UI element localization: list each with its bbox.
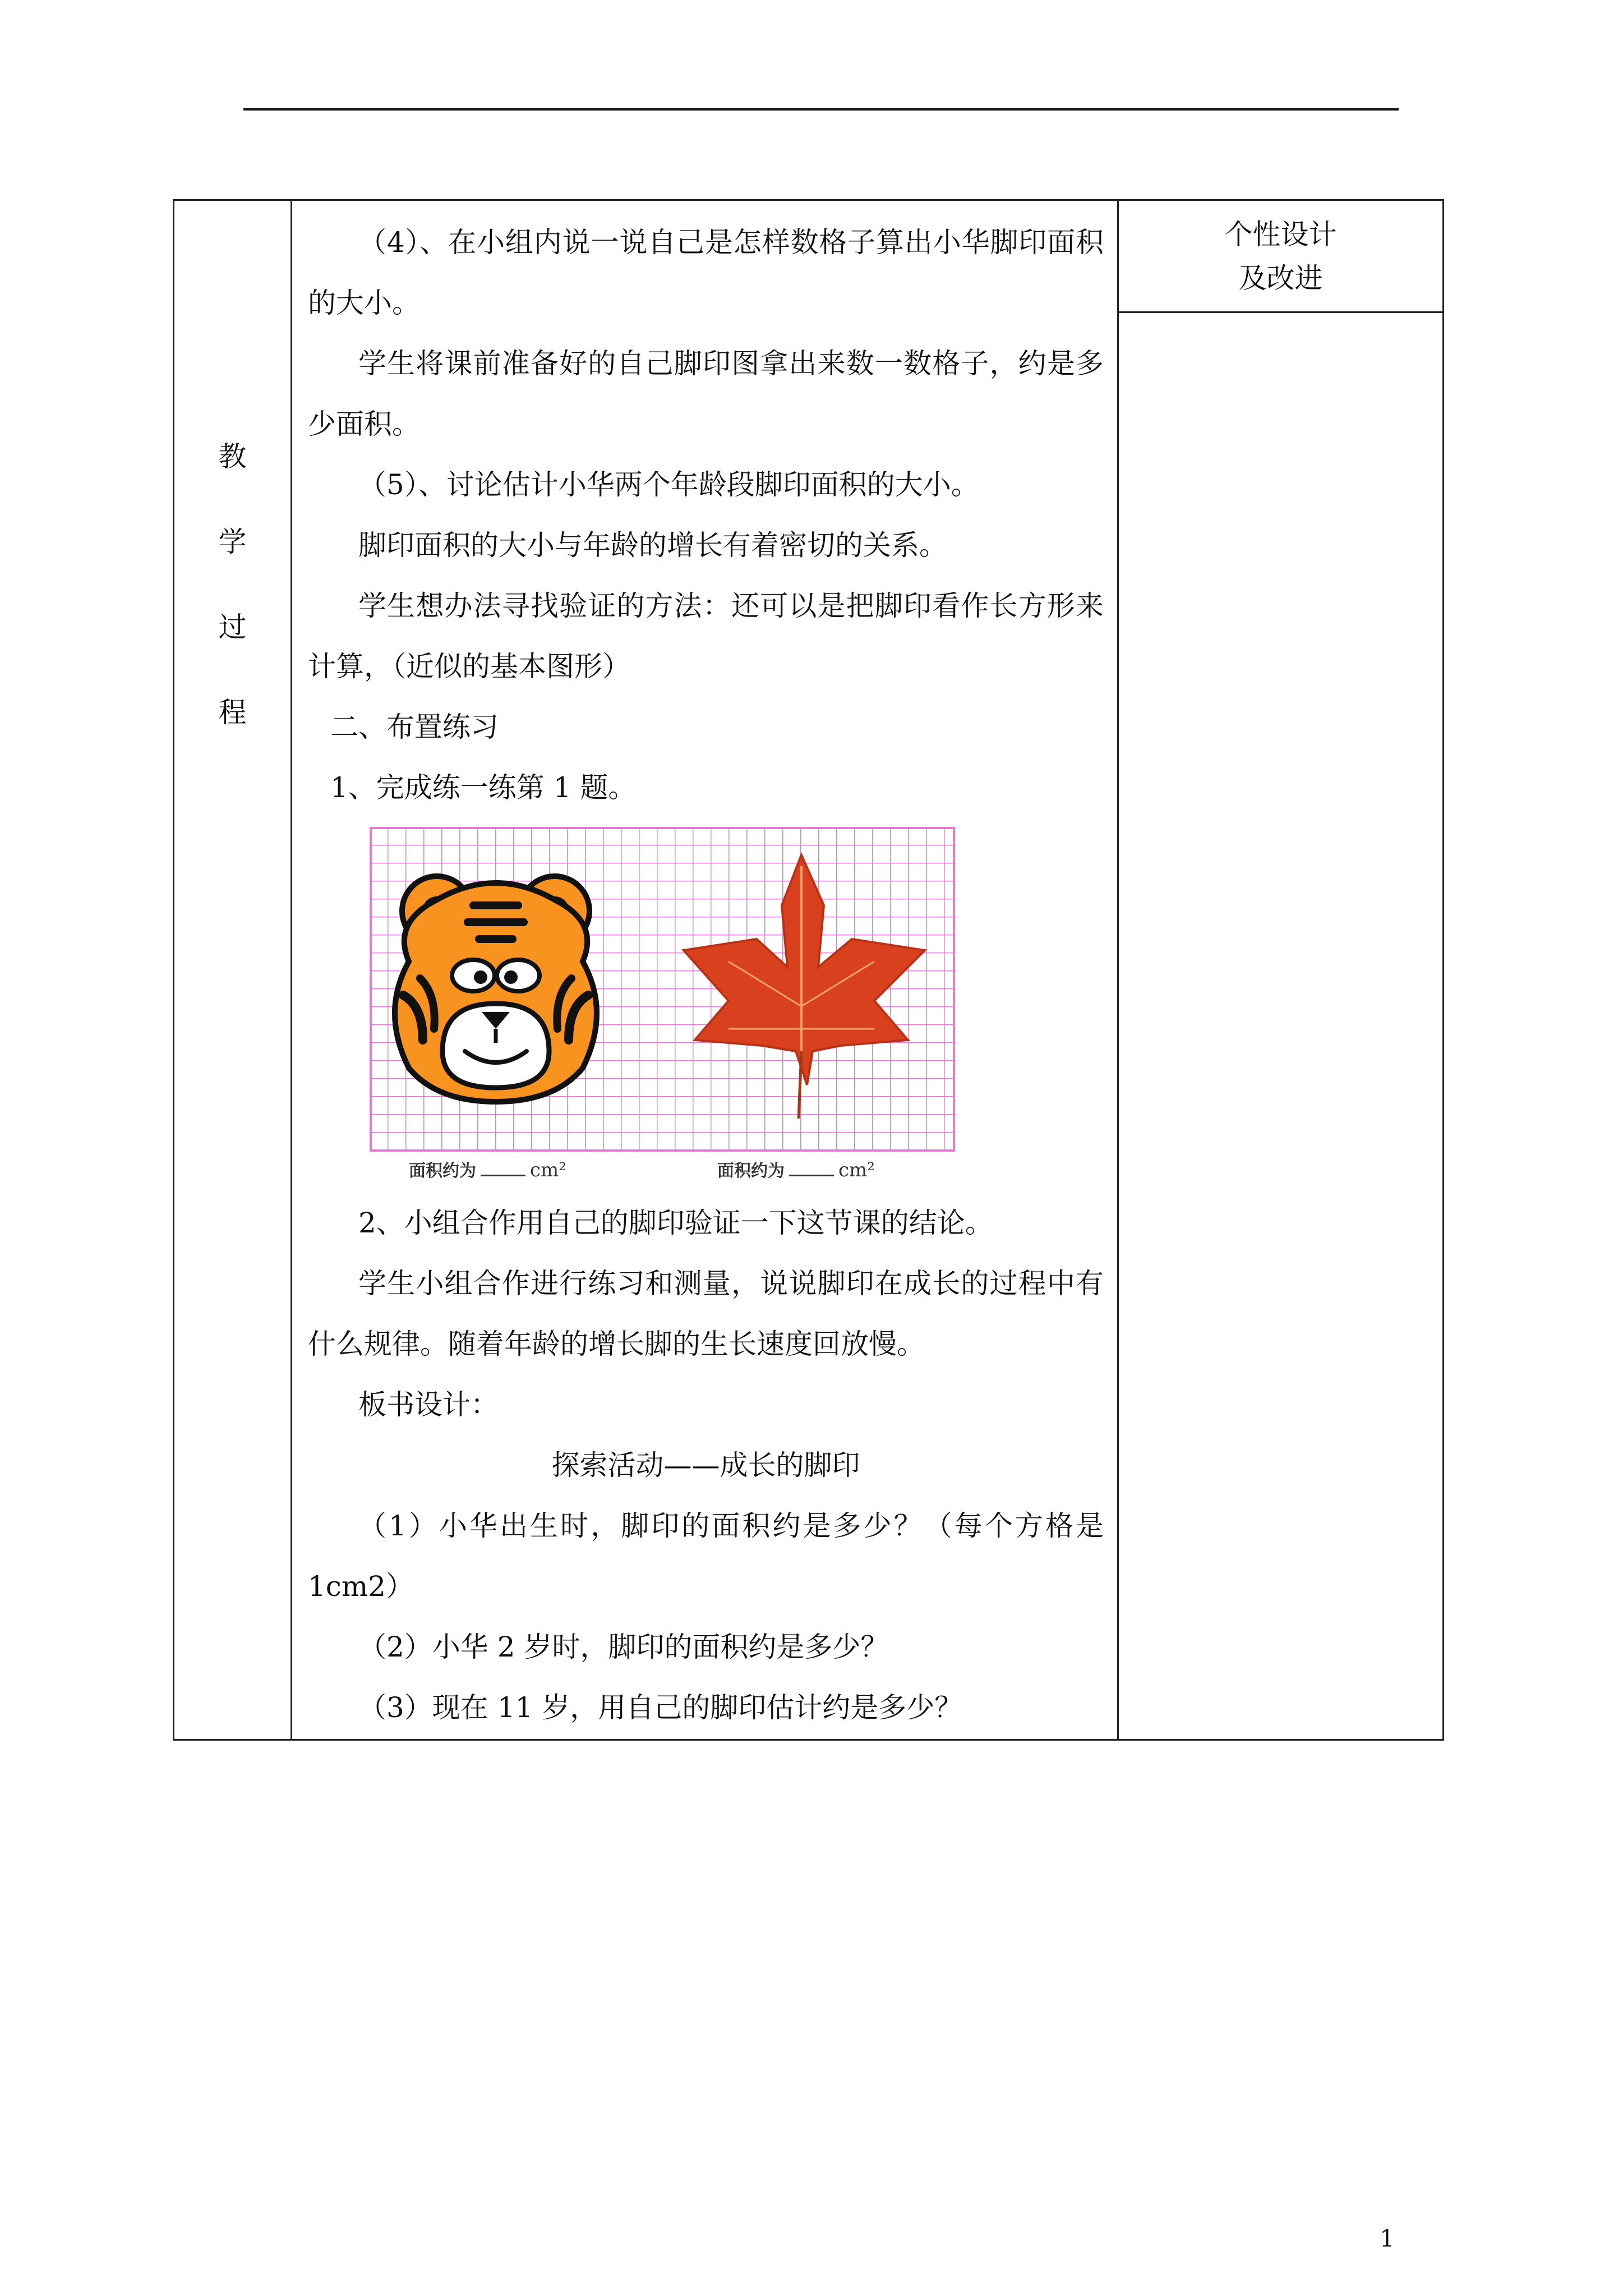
teaching-content-cell bbox=[292, 200, 1118, 1740]
answer-blank[interactable] bbox=[481, 1162, 525, 1176]
area-label-text: 面积约为 bbox=[409, 1161, 476, 1181]
side-label-char: 过 bbox=[218, 611, 247, 643]
header-line: 个性设计 bbox=[1224, 218, 1337, 251]
header-line: 及改进 bbox=[1238, 261, 1323, 295]
paragraph: 学生想办法寻找验证的方法：还可以是把脚印看作长方形来计算，（近似的基本图形） bbox=[308, 590, 1104, 683]
area-label-text: 面积约为 bbox=[717, 1161, 785, 1181]
paragraph: 2、小组合作用自己的脚印验证一下这节课的结论。 bbox=[358, 1207, 993, 1239]
page-number: 1 bbox=[1380, 2225, 1395, 2252]
paragraph: 板书设计： bbox=[358, 1388, 499, 1421]
area-unit: cm² bbox=[530, 1159, 566, 1181]
board-title: 探索活动——成长的脚印 bbox=[551, 1449, 860, 1481]
leaf-area-label bbox=[717, 1157, 875, 1181]
paragraph: （2）小华 2 岁时，脚印的面积约是多少？ bbox=[358, 1631, 889, 1663]
paragraph: 脚印面积的大小与年龄的增长有着密切的关系。 bbox=[358, 529, 947, 562]
side-label-char: 学 bbox=[218, 526, 247, 558]
paragraph: （3）现在 11 岁，用自己的脚印估计约是多少？ bbox=[358, 1691, 963, 1724]
side-label-char: 教 bbox=[218, 440, 247, 473]
side-label-cell bbox=[174, 200, 292, 1740]
lesson-table bbox=[173, 199, 1444, 1741]
side-label bbox=[174, 201, 291, 755]
section-heading: 二、布置练习 bbox=[330, 711, 499, 743]
exercise-figure bbox=[370, 827, 958, 1186]
paragraph: （4）、在小组内说一说自己是怎样数格子算出小华脚印面积的大小。 bbox=[308, 226, 1104, 319]
paragraph: 1、完成练一练第 1 题。 bbox=[330, 771, 637, 804]
header-rule bbox=[243, 108, 1399, 111]
answer-blank[interactable] bbox=[789, 1162, 834, 1176]
paragraph: （5）、讨论估计小华两个年龄段脚印面积的大小。 bbox=[358, 468, 979, 501]
personal-design-cell bbox=[1118, 200, 1444, 1740]
side-label-char: 程 bbox=[218, 696, 247, 729]
tiger-face-icon bbox=[395, 876, 597, 1102]
paragraph: 学生小组合作进行练习和测量，说说脚印在成长的过程中有什么规律。随着年龄的增长脚的生长速度回放慢。 bbox=[308, 1267, 1104, 1360]
tiger-area-label bbox=[409, 1157, 566, 1181]
grid-illustration bbox=[370, 827, 958, 1186]
area-unit: cm² bbox=[838, 1159, 875, 1181]
paragraph: 学生将课前准备好的自己脚印图拿出来数一数格子，约是多少面积。 bbox=[308, 347, 1104, 440]
personal-design-header bbox=[1119, 201, 1442, 313]
paragraph: （1）小华出生时，脚印的面积约是多少？（每个方格是 1cm2） bbox=[308, 1510, 1104, 1603]
